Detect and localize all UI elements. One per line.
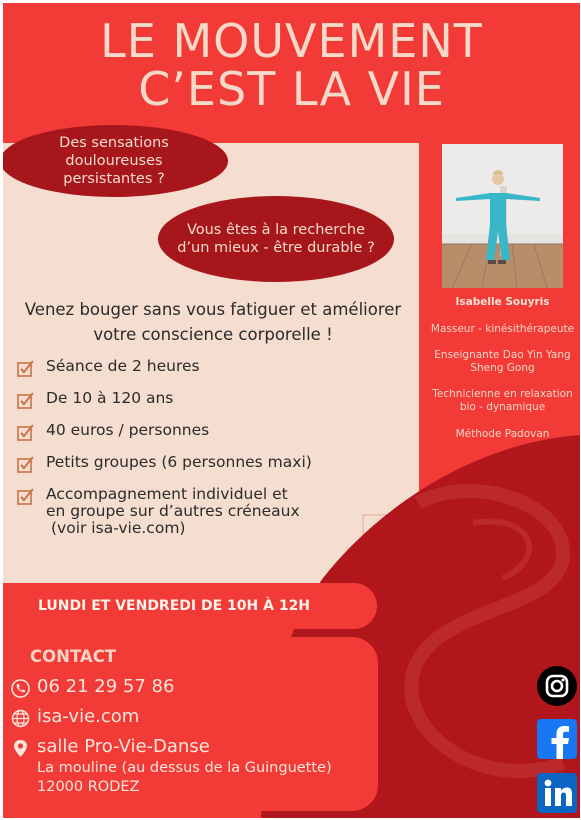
checkbox-icon bbox=[17, 392, 34, 409]
contact-place-text: salle Pro-Vie-Danse bbox=[37, 736, 210, 757]
profile-role-2 bbox=[419, 349, 580, 375]
feature-list bbox=[17, 358, 417, 552]
linkedin-icon[interactable] bbox=[537, 773, 577, 813]
list-item bbox=[17, 358, 417, 375]
profile-role-2-line-2: Sheng Gong bbox=[470, 362, 535, 374]
list-item bbox=[17, 390, 417, 407]
contact-title: CONTACT bbox=[30, 647, 117, 666]
contact-phone-text: 06 21 29 57 86 bbox=[37, 676, 175, 697]
checkbox-icon bbox=[17, 360, 34, 377]
question-bubble-2 bbox=[158, 196, 394, 282]
checkbox-icon bbox=[17, 456, 34, 473]
list-item-text: 40 euros / personnes bbox=[46, 421, 210, 439]
list-item bbox=[17, 454, 417, 471]
location-pin-icon bbox=[11, 739, 30, 758]
title-line-2: C’EST LA VIE bbox=[138, 62, 445, 116]
list-item bbox=[17, 422, 417, 439]
lead-text bbox=[5, 297, 421, 347]
list-item-text: Séance de 2 heures bbox=[46, 357, 200, 375]
contact-address-line-1: La mouline (au dessus de la Guinguette) bbox=[37, 760, 332, 776]
lead-line-2: votre conscience corporelle ! bbox=[93, 325, 333, 344]
phone-icon bbox=[11, 679, 30, 698]
title-line-1: LE MOUVEMENT bbox=[100, 14, 483, 68]
contact-website-text: isa-vie.com bbox=[37, 706, 140, 727]
list-item bbox=[17, 486, 417, 537]
checkbox-icon bbox=[17, 488, 34, 505]
page-title bbox=[3, 14, 580, 116]
list-item-text-line-3: (voir isa-vie.com) bbox=[51, 519, 186, 537]
list-item-text: Petits groupes (6 personnes maxi) bbox=[46, 453, 312, 471]
profile-name: Isabelle Souyris bbox=[455, 296, 550, 308]
instagram-icon[interactable] bbox=[537, 666, 577, 706]
poster bbox=[3, 3, 580, 818]
profile-role-3 bbox=[419, 388, 580, 414]
profile-role-4: Méthode Padovan bbox=[455, 428, 550, 440]
question-bubble-1-text: Des sensations douloureuses persistantes ? bbox=[59, 135, 169, 187]
globe-icon bbox=[11, 709, 30, 728]
question-bubble-1 bbox=[3, 125, 228, 197]
list-item-text-line-1: Accompagnement individuel et bbox=[46, 485, 288, 503]
schedule-banner bbox=[3, 583, 377, 629]
schedule-text: LUNDI ET VENDREDI DE 10H À 12H bbox=[38, 598, 311, 614]
list-item-text-line-2: en groupe sur d’autres créneaux bbox=[46, 502, 300, 520]
profile-role-2-line-1: Enseignante Dao Yin Yang bbox=[434, 349, 571, 361]
profile-role-3-line-2: bio - dynamique bbox=[459, 401, 546, 413]
checkbox-icon bbox=[17, 424, 34, 441]
profile-role-1: Masseur - kinésithérapeute bbox=[430, 323, 575, 335]
portrait-photo bbox=[442, 144, 563, 288]
question-bubble-2-text: Vous êtes à la recherche d’un mieux - être durable ? bbox=[177, 222, 375, 256]
lead-line-1: Venez bouger sans vous fatiguer et améliorer bbox=[24, 300, 402, 319]
facebook-icon[interactable] bbox=[537, 719, 577, 759]
contact-address-line-2: 12000 RODEZ bbox=[37, 779, 140, 795]
profile-role-3-line-1: Technicienne en relaxation bbox=[432, 388, 573, 400]
list-item-text: De 10 à 120 ans bbox=[46, 389, 174, 407]
